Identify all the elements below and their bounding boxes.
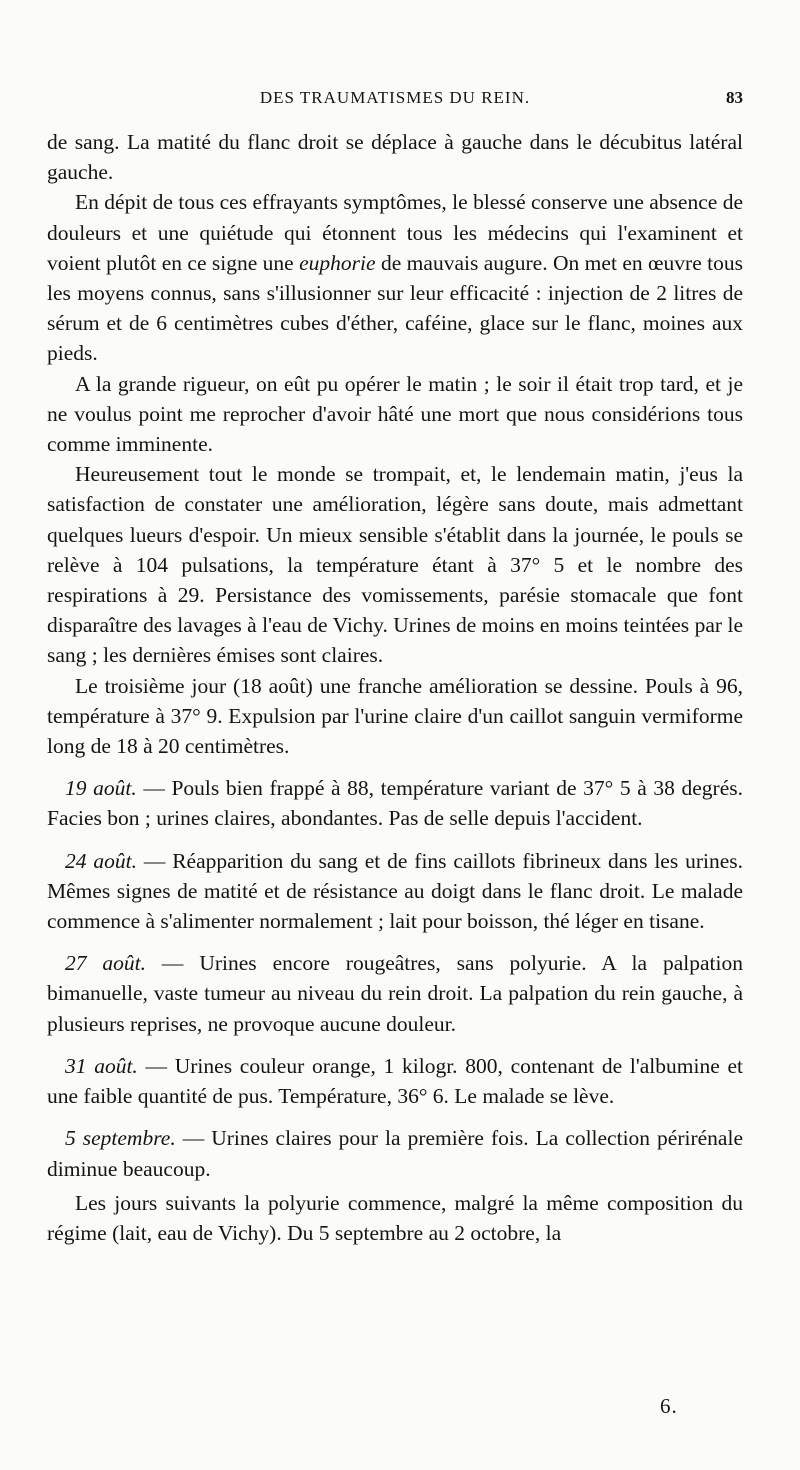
page-header <box>47 86 743 112</box>
entry-text: — Réapparition du sang et de fins caillots fibrineux dans les urines. Mêmes signes de matité et de résistance au doigt dans le flanc droit. Le malade commence à s'alimenter normalement ; lait pour boisson, thé léger en tisane. <box>47 848 743 934</box>
paragraph: Heureusement tout le monde se trompait, et, le lendemain matin, j'eus la satisfaction de constater une amélioration, légère sans doute, mais admettant quelques lueurs d'espoir. Un mieux sensible s'établit dans la journée, le pouls se relève à 104 pulsations, la température étant à 37° 5 et le nombre des respirations à 29. Persistance des vomissements, parésie stomacale que font disparaître des lavages à l'eau de Vichy. Urines de moins en moins teintées par le sang ; les dernières émises sont claires. <box>47 462 743 668</box>
paragraph: Le troisième jour (18 août) une franche amélioration se dessine. Pouls à 96, température à 37° 9. Expulsion par l'urine claire d'un caillot sanguin vermiforme long de 18 à 20 centimètres. <box>47 673 743 759</box>
paragraph: A la grande rigueur, on eût pu opérer le matin ; le soir il était trop tard, et je ne voulus point me reprocher d'avoir hâté une mort que nous considérions tous comme imminente. <box>47 371 743 457</box>
entry-text: — Urines couleur orange, 1 kilogr. 800, contenant de l'albumine et une faible quantité de pus. Température, 36° 6. Le malade se lève. <box>47 1053 743 1109</box>
paragraph <box>47 187 743 368</box>
body-text <box>47 127 743 1248</box>
entry-date: 5 septembre. <box>65 1126 176 1151</box>
paragraph-text: de mauvais augure. On met en œuvre tous les moyens connus, sans s'illusionner sur leur efficacité : injection de 2 litres de sérum et de 6 centimètres cubes d'éther, caféine, glace sur le flanc, moines aux pieds. <box>47 250 743 366</box>
dated-entry <box>47 773 743 833</box>
paragraph-text: En dépit de tous ces effrayants symptômes, le blessé conserve une absence de douleurs et une quiétude qui étonnent tous les médecins qui l'examinent et voient plutôt en ce signe une <box>47 190 743 275</box>
emphasis-word: euphorie <box>299 250 376 275</box>
entry-date: 24 août. <box>65 848 137 873</box>
entry-text: — Urines encore rougeâtres, sans polyurie. A la palpation bimanuelle, vaste tumeur au niveau du rein droit. La palpation du rein gauche, à plusieurs reprises, ne provoque aucune douleur. <box>47 951 743 1036</box>
page-number: 83 <box>726 88 743 107</box>
dated-entry <box>47 1123 743 1183</box>
dated-entry <box>47 846 743 937</box>
signature-mark: 6. <box>660 1394 678 1418</box>
running-title: DES TRAUMATISMES DU REIN. <box>259 88 531 107</box>
dated-entry <box>47 1051 743 1111</box>
dated-entry <box>47 948 743 1039</box>
entry-text: — Urines claires pour la première fois. La collection périrénale diminue beaucoup. <box>47 1126 743 1181</box>
paragraph: de sang. La matité du flanc droit se déplace à gauche dans le décubitus latéral gauche. <box>47 130 743 185</box>
entry-date: 19 août. <box>65 776 137 801</box>
entry-text: — Pouls bien frappé à 88, température variant de 37° 5 à 38 degrés. Facies bon ; urines claires, abondantes. Pas de selle depuis l'accident. <box>47 776 743 831</box>
entry-date: 27 août. <box>65 951 147 976</box>
entry-date: 31 août. <box>65 1053 138 1078</box>
final-paragraph: Les jours suivants la polyurie commence, malgré la même composition du régime (lait, eau de Vichy). Du 5 septembre au 2 octobre, la <box>47 1190 743 1245</box>
